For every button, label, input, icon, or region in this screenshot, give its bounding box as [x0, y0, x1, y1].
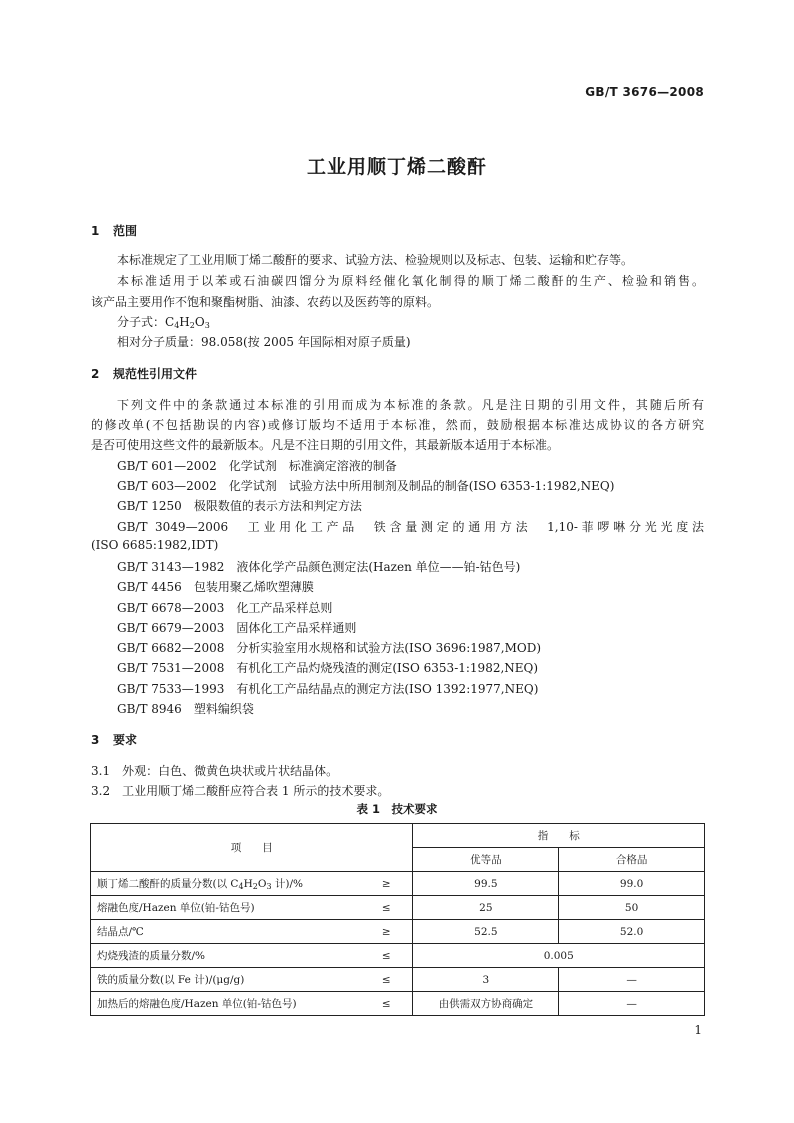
section-1-heading [91, 222, 137, 239]
row-operator: ≤ [360, 992, 413, 1016]
reference-title: 极限数值的表示方法和判定方法 [193, 499, 362, 513]
reference-code: GB/T 8946 [117, 702, 182, 716]
row-operator: ≥ [360, 920, 413, 944]
reference-title: 塑料编织袋 [193, 702, 254, 716]
table-row [91, 944, 705, 968]
table-row [91, 872, 705, 896]
reference-title: 固体化工产品采样通则 [236, 621, 357, 635]
formula-c: C [165, 315, 175, 329]
section-2-heading [91, 365, 197, 382]
row-operator: ≤ [360, 968, 413, 992]
row-value-qualified: 99.0 [559, 872, 705, 896]
item-text-b: H [243, 878, 253, 890]
scope-paragraph-2-line-2: 该产品主要用作不饱和聚酯树脂、油漆、农药以及医药等的原料。 [91, 295, 440, 309]
formula-c-count: 4 [174, 321, 180, 330]
row-item: 结晶点/℃ [91, 920, 361, 944]
reference-code: GB/T 6679—2003 [117, 621, 225, 635]
reference-title: 有机化工产品灼烧残渣的测定(ISO 6353-1:1982,NEQ) [236, 661, 539, 675]
reference-code: GB/T 601—2002 [117, 459, 217, 473]
section-title: 要求 [113, 733, 138, 747]
reference-code: GB/T 1250 [117, 499, 182, 513]
header-item: 项 目 [91, 824, 413, 872]
header-index: 指 标 [413, 824, 705, 848]
table-caption: 表 1 技术要求 [356, 802, 438, 816]
table-row [91, 968, 705, 992]
row-value-qualified: 52.0 [559, 920, 705, 944]
reference-item-continuation: (ISO 6685:1982,IDT) [91, 538, 219, 552]
reference-code: GB/T 3143—1982 [117, 560, 225, 574]
molecular-mass: 相对分子质量：98.058(按 2005 年国际相对原子质量) [117, 335, 411, 349]
item-sub-1: 4 [238, 882, 244, 891]
row-operator: ≤ [360, 944, 413, 968]
row-value-superior: 由供需双方协商确定 [413, 992, 559, 1016]
reference-title: 工业用化工产品 铁含量测定的通用方法 1,10-菲啰啉分光光度法 [247, 520, 704, 534]
formula-label: 分子式： [117, 315, 166, 329]
table-row [91, 920, 705, 944]
reference-item [117, 518, 704, 535]
reference-item [117, 497, 362, 514]
section-title: 范围 [113, 224, 138, 238]
row-item: 铁的质量分数(以 Fe 计)/(μg/g) [91, 968, 361, 992]
item-number: 3.1 [91, 764, 111, 778]
references-intro-line-1: 下列文件中的条款通过本标准的引用而成为本标准的条款。凡是注日期的引用文件，其随后所有 [117, 398, 704, 412]
scope-paragraph-2-line-1: 本标准适用于以苯或石油碳四馏分为原料经催化氧化制得的顺丁烯二酸酐的生产、检验和销售。 [117, 274, 704, 288]
formula-h: H [179, 315, 190, 329]
section-number: 1 [91, 224, 100, 238]
reference-title: 化学试剂 标准滴定溶液的制备 [228, 459, 397, 473]
references-intro-line-2: 的修改单(不包括勘误的内容)或修订版均不适用于本标准，然而，鼓励根据本标准达成协议的各方研究 [91, 418, 704, 432]
reference-item [117, 477, 614, 494]
row-item: 加热后的熔融色度/Hazen 单位(铂-钴色号) [91, 992, 361, 1016]
reference-title: 分析实验室用水规格和试验方法(ISO 3696:1987,MOD) [236, 641, 542, 655]
item-sub-2: 2 [252, 882, 258, 891]
technical-requirements-table [90, 823, 705, 1016]
reference-code: GB/T 4456 [117, 580, 182, 594]
row-value-superior: 99.5 [413, 872, 559, 896]
row-item: 灼烧残渣的质量分数/% [91, 944, 361, 968]
reference-title: 化工产品采样总则 [236, 601, 333, 615]
section-number: 2 [91, 367, 100, 381]
page-number: 1 [694, 1023, 702, 1037]
item-text-c: O [257, 878, 267, 890]
reference-title: 化学试剂 试验方法中所用制剂及制品的制备(ISO 6353-1:1982,NEQ) [228, 479, 615, 493]
reference-code: GB/T 603—2002 [117, 479, 217, 493]
reference-title: 有机化工产品结晶点的测定方法(ISO 1392:1977,NEQ) [236, 682, 539, 696]
row-item [91, 872, 361, 896]
requirement-3-1 [91, 762, 338, 779]
standard-code-header: GB/T 3676—2008 [585, 85, 704, 99]
scope-paragraph-1: 本标准规定了工业用顺丁烯二酸酐的要求、试验方法、检验规则以及标志、包装、运输和贮存等。 [117, 253, 634, 267]
reference-code: GB/T 6682—2008 [117, 641, 225, 655]
reference-item [117, 639, 541, 656]
reference-item [117, 619, 356, 636]
formula-o-count: 3 [204, 321, 210, 330]
row-value-merged: 0.005 [413, 944, 705, 968]
row-value-superior: 25 [413, 896, 559, 920]
reference-code: GB/T 6678—2003 [117, 601, 225, 615]
table-row [91, 992, 705, 1016]
row-value-superior: 52.5 [413, 920, 559, 944]
reference-item [117, 578, 314, 595]
reference-item [117, 558, 520, 575]
row-item: 熔融色度/Hazen 单位(铂-钴色号) [91, 896, 361, 920]
item-text: 外观：白色、微黄色块状或片状结晶体。 [122, 764, 339, 778]
reference-code: GB/T 7533—1993 [117, 682, 225, 696]
requirement-3-2 [91, 782, 389, 799]
table-row [91, 896, 705, 920]
row-operator: ≥ [360, 872, 413, 896]
row-value-qualified: — [559, 968, 705, 992]
section-number: 3 [91, 733, 100, 747]
section-3-heading [91, 731, 137, 748]
row-value-qualified: — [559, 992, 705, 1016]
molecular-formula [117, 313, 210, 330]
item-text: 工业用顺丁烯二酸酐应符合表 1 所示的技术要求。 [122, 784, 390, 798]
section-title: 规范性引用文件 [113, 367, 198, 381]
row-operator: ≤ [360, 896, 413, 920]
header-superior: 优等品 [413, 848, 559, 872]
reference-title: 包装用聚乙烯吹塑薄膜 [193, 580, 314, 594]
row-value-qualified: 50 [559, 896, 705, 920]
reference-item [117, 680, 538, 697]
row-value-superior: 3 [413, 968, 559, 992]
formula-o: O [194, 315, 205, 329]
formula-h-count: 2 [189, 321, 195, 330]
document-title: 工业用顺丁烯二酸酐 [306, 156, 487, 178]
header-qualified: 合格品 [559, 848, 705, 872]
reference-code: GB/T 7531—2008 [117, 661, 225, 675]
item-text-a: 顺丁烯二酸酐的质量分数(以 C [97, 878, 239, 890]
references-intro-line-3: 是否可使用这些文件的最新版本。凡是不注日期的引用文件，其最新版本适用于本标准。 [91, 438, 560, 452]
reference-code: GB/T 3049—2006 [117, 520, 229, 534]
reference-item [117, 700, 254, 717]
item-text-d: 计)/% [271, 878, 303, 890]
item-number: 3.2 [91, 784, 111, 798]
reference-item [117, 457, 397, 474]
reference-title: 液体化学产品颜色测定法(Hazen 单位——铂-钴色号) [236, 560, 521, 574]
item-sub-3: 3 [266, 882, 272, 891]
reference-item [117, 659, 538, 676]
reference-item [117, 599, 332, 616]
